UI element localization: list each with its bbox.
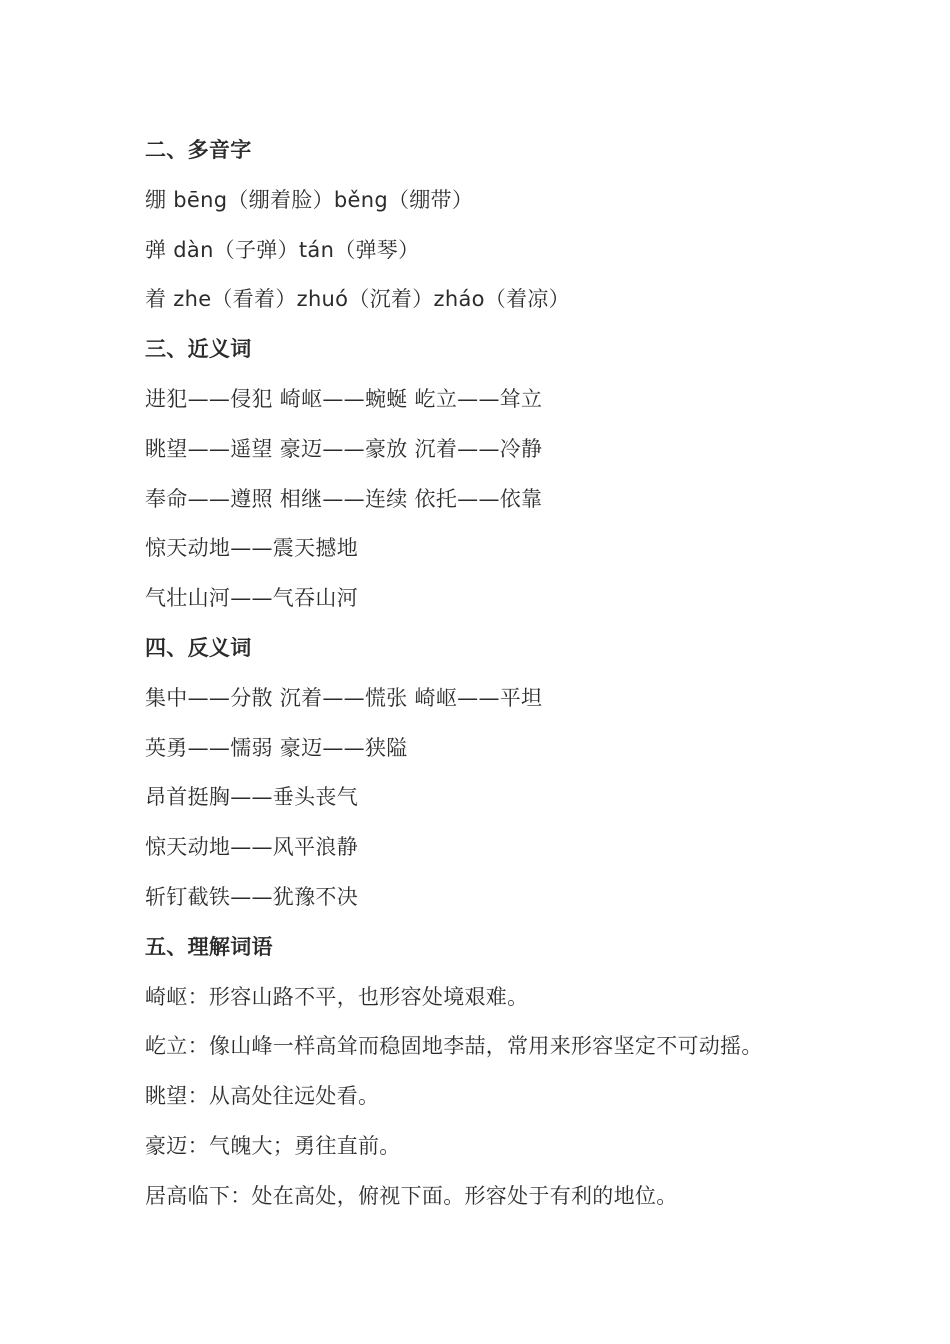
section-heading-polyphonic: 二、多音字 xyxy=(145,138,252,162)
synonym-line: 气壮山河——气吞山河 xyxy=(145,586,358,611)
definition-line: 豪迈：气魄大；勇往直前。 xyxy=(145,1133,401,1158)
definition-line: 居高临下：处在高处，俯视下面。形容处于有利的地位。 xyxy=(145,1183,678,1208)
section-heading-synonyms: 三、近义词 xyxy=(145,337,252,362)
synonym-line: 奉命——遵照 相继——连续 依托——依靠 xyxy=(145,486,543,511)
antonym-line: 惊天动地——风平浪静 xyxy=(145,835,358,860)
definition-line: 崎岖：形容山路不平，也形容处境艰难。 xyxy=(145,984,529,1009)
definition-line: 屹立：像山峰一样高耸而稳固地李喆，常用来形容坚定不可动摇。 xyxy=(145,1034,763,1059)
antonym-line: 集中——分散 沉着——慌张 崎岖——平坦 xyxy=(145,685,543,710)
antonym-line: 昂首挺胸——垂头丧气 xyxy=(145,785,358,810)
document-page xyxy=(145,126,925,1222)
section-heading-antonyms: 四、反义词 xyxy=(145,635,252,660)
section-heading-definitions: 五、理解词语 xyxy=(145,934,273,959)
text-line-zhe: 着 zhe（看着）zhuó（沉着）zháo（着凉） xyxy=(145,287,570,312)
definition-line: 眺望：从高处往远处看。 xyxy=(145,1084,380,1109)
synonym-line: 进犯——侵犯 崎岖——蜿蜒 屹立——耸立 xyxy=(145,386,543,411)
antonym-line: 斩钉截铁——犹豫不决 xyxy=(145,884,358,909)
synonym-line: 眺望——遥望 豪迈——豪放 沉着——冷静 xyxy=(145,436,543,461)
text-line-beng: 绷 bēng（绷着脸）běng（绷带） xyxy=(145,187,474,212)
synonym-line: 惊天动地——震天撼地 xyxy=(145,536,358,561)
text-line-dan: 弹 dàn（子弹）tán（弹琴） xyxy=(145,237,420,262)
antonym-line: 英勇——懦弱 豪迈——狭隘 xyxy=(145,735,408,760)
